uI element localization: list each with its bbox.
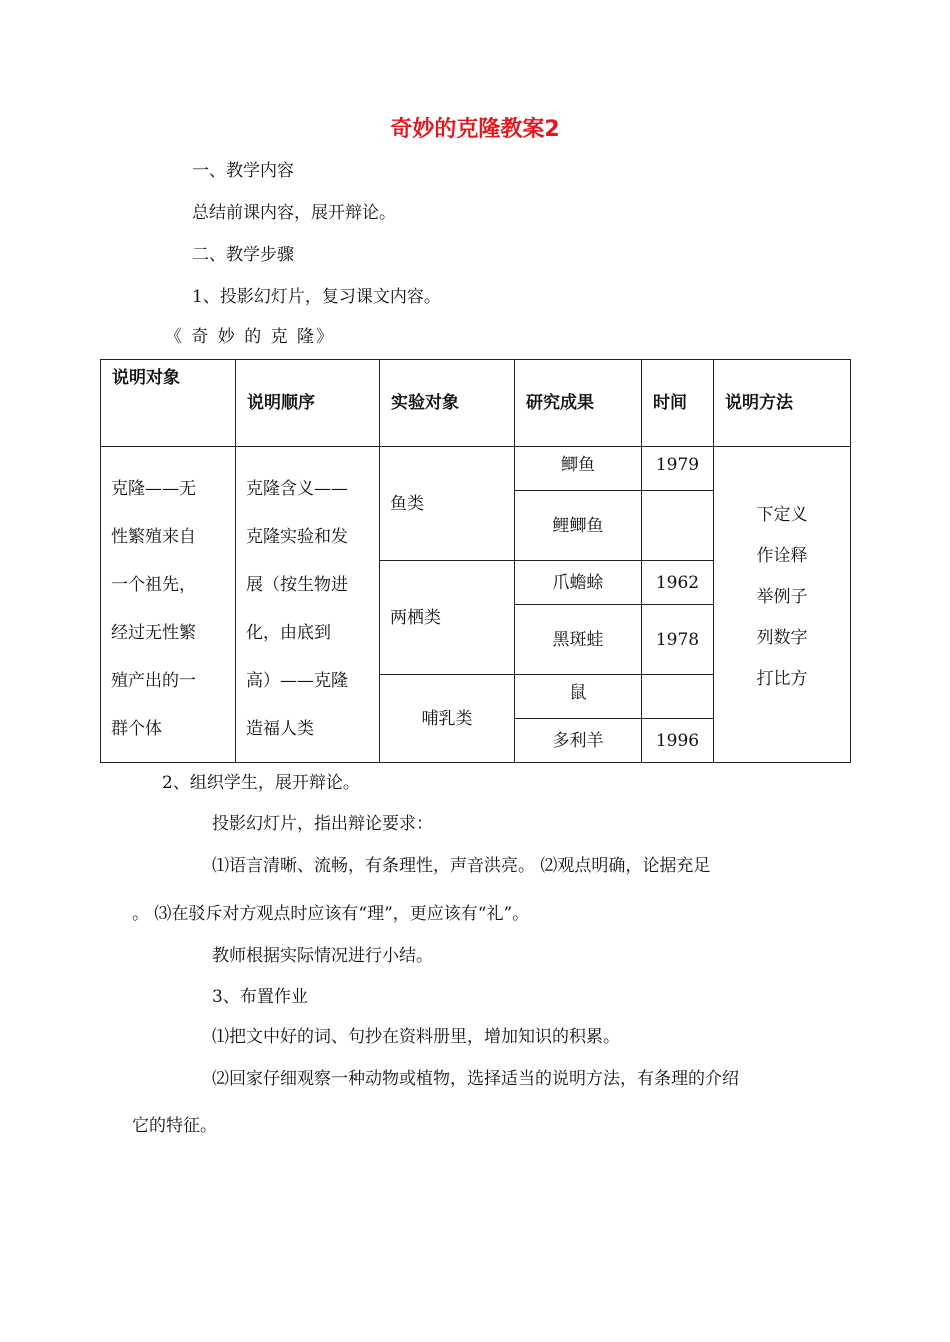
object-line: 克隆——无 — [111, 479, 196, 499]
method-item: 打比方 — [756, 669, 808, 689]
header-order: 说明顺序 — [236, 360, 380, 447]
cell-result-year: 1979 — [642, 447, 714, 491]
lesson-summary-table — [100, 359, 851, 763]
cell-result-name: 鲤鲫鱼 — [515, 491, 642, 561]
order-line: 克隆实验和发 — [246, 527, 348, 547]
object-line: 一个祖先， — [111, 575, 196, 595]
cell-object — [101, 447, 236, 763]
method-item: 举例子 — [756, 587, 808, 607]
section-content-text: 总结前课内容，展开辩论。 — [192, 203, 396, 223]
homework-item-2-line-2: 它的特征。 — [132, 1116, 217, 1136]
method-item: 下定义 — [756, 505, 808, 525]
cell-result-year — [642, 675, 714, 719]
object-line: 经过无性繁 — [111, 623, 196, 643]
object-line: 群个体 — [111, 719, 162, 739]
cell-result-year — [642, 491, 714, 561]
cell-result-year: 1962 — [642, 561, 714, 605]
cell-result-name: 鲫鱼 — [515, 447, 642, 491]
method-item: 作诠释 — [756, 546, 808, 566]
cell-result-year: 1978 — [642, 605, 714, 675]
order-line: 克隆含义—— — [246, 479, 348, 499]
object-line: 殖产出的一 — [111, 671, 196, 691]
order-line: 化，由底到 — [246, 623, 331, 643]
object-line: 性繁殖来自 — [111, 527, 196, 547]
step-3-text: 3、布置作业 — [212, 987, 308, 1007]
header-subject: 实验对象 — [380, 360, 515, 447]
method-item: 列数字 — [756, 628, 808, 648]
table-header-row — [101, 360, 851, 447]
order-line: 高）——克隆 — [246, 671, 348, 691]
homework-item-1: ⑴把文中好的词、句抄在资料册里，增加知识的积累。 — [212, 1027, 620, 1047]
homework-item-2-line-1: ⑵回家仔细观察一种动物或植物，选择适当的说明方法，有条理的介绍 — [212, 1069, 739, 1089]
step-2-text: 2、组织学生，展开辩论。 — [162, 773, 360, 793]
requirements-line-1: ⑴语言清晰、流畅，有条理性，声音洪亮。 ⑵观点明确，论据充足 — [212, 856, 711, 876]
table-caption: 《 奇 妙 的 克 隆》 — [165, 327, 336, 347]
cell-result-name: 鼠 — [515, 675, 642, 719]
step-1-text: 1、投影幻灯片，复习课文内容。 — [192, 287, 441, 307]
requirements-line-2: 。 ⑶在驳斥对方观点时应该有“理”，更应该有“礼”。 — [132, 904, 530, 924]
cell-result-name: 黑斑蛙 — [515, 605, 642, 675]
section-heading-content: 一、教学内容 — [192, 161, 294, 181]
cell-result-year: 1996 — [642, 719, 714, 763]
cell-group-fish: 鱼类 — [380, 447, 515, 561]
teacher-summary: 教师根据实际情况进行小结。 — [212, 946, 433, 966]
order-line: 造福人类 — [246, 719, 314, 739]
header-method: 说明方法 — [714, 360, 851, 447]
cell-result-name: 爪蟾蜍 — [515, 561, 642, 605]
cell-result-name: 多利羊 — [515, 719, 642, 763]
table-row — [101, 447, 851, 491]
page-title: 奇妙的克隆教案2 — [390, 117, 560, 142]
order-line: 展（按生物进 — [246, 575, 348, 595]
cell-group-mammal: 哺乳类 — [380, 675, 515, 763]
step-2-intro: 投影幻灯片，指出辩论要求： — [212, 814, 433, 834]
cell-group-amphibian: 两栖类 — [380, 561, 515, 675]
cell-order — [236, 447, 380, 763]
header-time: 时间 — [642, 360, 714, 447]
cell-methods — [714, 447, 851, 763]
section-heading-steps: 二、教学步骤 — [192, 245, 294, 265]
header-results: 研究成果 — [515, 360, 642, 447]
header-object: 说明对象 — [101, 360, 236, 447]
